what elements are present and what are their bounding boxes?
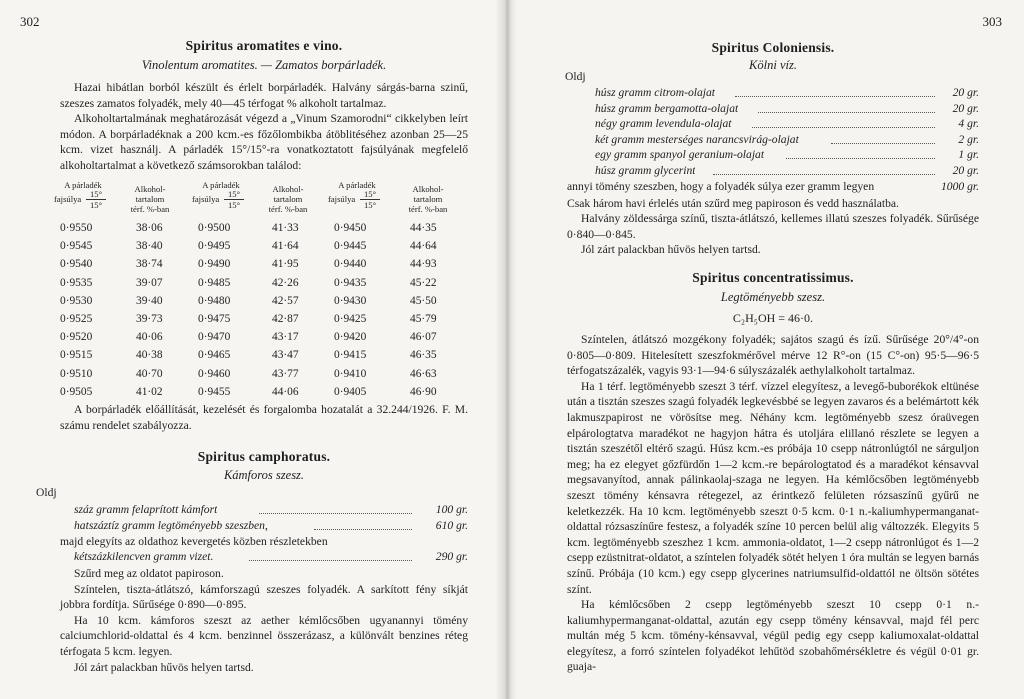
ingredient-name: kétszázkilencven gramm vizet. [74, 550, 214, 563]
table-cell: 0·9500 [198, 222, 231, 234]
header-fajsulya: fajsúlya [192, 194, 220, 204]
table-cell: 42·87 [272, 312, 299, 325]
table-cell: 0·9435 [334, 276, 367, 289]
table-cell: 0·9520 [60, 331, 93, 344]
leader-dots [758, 102, 935, 113]
paragraph: Csak három havi érlelés után szűrd meg papiroson és vedd használatba. [567, 196, 899, 210]
ingredient-amount: 100 gr. [435, 503, 468, 516]
ingredient-amount: 20 gr. [952, 163, 979, 177]
table-cell: 42·26 [272, 276, 299, 289]
ingredient-name: két gramm mesterséges narancsvirág-olajat [595, 132, 799, 146]
table-cell: 0·9410 [334, 367, 367, 380]
table-row [60, 295, 468, 313]
header-a: A párladék [64, 180, 102, 190]
concentratissimus-text [567, 332, 979, 675]
table-cell: 43·17 [272, 331, 299, 344]
table-cell: 41·64 [272, 240, 299, 253]
paragraph: Ha 10 kcm. kámforos szeszt az aether kémlőcsőben ugyanannyi tömény calciumchlorid-oldattal és 4 kcm. benzinnel összerázasz, a különvált benzines réteg térfogata 5 kcm. legyen. [60, 613, 468, 658]
table-cell: 0·9510 [60, 367, 93, 380]
table-header [54, 180, 468, 222]
leader-dots [752, 117, 935, 128]
ingredient-row [74, 519, 468, 535]
paragraph: Színtelen, tiszta-átlátszó, kámforszagú szeszes folyadék. A sarkított fény síkját jobbra fordítja. Sűrűsége 0·890—0·895. [60, 582, 468, 612]
table-cell: 0·9525 [60, 312, 93, 325]
section-title: Spiritus aromatites e vino. [185, 38, 343, 53]
table-cell: 42·57 [272, 294, 299, 307]
header-a: A párladék [202, 180, 240, 190]
mix-instruction: majd elegyíts az oldathoz kevergetés közben részletekben [60, 535, 328, 548]
table-cell: 0·9470 [198, 331, 231, 344]
ingredient-name: annyi tömény szeszben, hogy a folyadék súlya ezer gramm legyen [567, 180, 875, 193]
table-cell: 44·35 [410, 222, 437, 234]
paragraph: Ha 1 térf. legtöményebb szeszt 3 térf. vízzel elegyítesz, a levegő-buborékok eltünése után a tisztán szeszes szagú folyadék legkevésbbé se legyen zavaros és a belémártott kék lakmuszpapirost ne vörösítse meg. Néhány kcm. legtöményebb szesz óraüvegen elpárologtatva maradékot ne hagyjon hátra és utoljára elillanó részlete se legyen a tisztán szeszétől eltérő szagú. Húsz kcm.-es próbája 10 csepp nátronlúgtól ne sárguljon meg; ha ez elegyet gőzfürdőn 1—2 kcm.-re bepárologtatod és a maradékot kénsavval megsavanyítod, annak pálinkaolaj-szaga ne legyen. Ha kémlőcsőben legtöményebb szeszt tömény kénsavra rétegezel, az érintkező felületen rózsaszínű gyűrű ne keletkezzék. Ha 10 kcm. legtöményebb szeszt 0·5 kcm. 0·1 n.-kaliumhypermanganat-oldattal rózsaszínűre festesz, a folyadék színe 10 percen belül alig változzék. Elegyits 5 kcm. legtöményebb szeszhez 1 kcm. ammonia-oldatot, 1—2 csepp nátronlúgot és 1—2 csepp ezüstnitrat-oldatot, a színtelen folyadék sötét helyen 1 óra multán se legyen barnás színű. Próbája (10 kcm.) egy csepp glycerines natriumsulfid-oldattól ne öltsön sötétes színt. [567, 379, 979, 596]
table-row [60, 349, 468, 367]
table-cell: 46·63 [410, 367, 437, 380]
table-cell: 39·40 [136, 294, 163, 307]
cologne-ingredients [595, 86, 979, 180]
camphor-ingredients [74, 503, 468, 534]
ingredient-row [595, 86, 979, 102]
book-gutter [495, 0, 517, 699]
table-row [60, 258, 468, 276]
table-cell: 40·70 [136, 367, 163, 380]
header-b2: tartalom [135, 194, 165, 204]
table-cell: 0·9505 [60, 385, 93, 398]
table-cell: 0·9535 [60, 276, 93, 289]
leader-dots [713, 164, 935, 175]
table-cell: 0·9545 [60, 240, 93, 253]
table-cell: 0·9465 [198, 349, 231, 362]
paragraph: Jól zárt palackban hűvös helyen tartsd. [74, 660, 254, 674]
table-cell: 41·02 [136, 385, 163, 398]
section-title: Spiritus Coloniensis. [711, 40, 835, 55]
ingredient-name: hatszáztíz gramm legtöményebb szeszben, [74, 518, 268, 532]
header-frac-bottom: 15° [86, 199, 106, 210]
leader-dots [249, 550, 412, 561]
table-cell: 38·06 [136, 222, 163, 234]
ingredient-name: egy gramm spanyol geranium-olajat [595, 148, 765, 162]
ingredient-name: húsz gramm citrom-olajat [595, 86, 716, 99]
table-cell: 39·07 [136, 276, 163, 289]
header-b1: Alkohol- [272, 184, 304, 194]
paragraph: Halvány zöldessárga színű, tiszta-átlátszó, kellemes illatú szeszes folyadék. Sűrűsége 0·840—0·845. [567, 212, 979, 241]
table-cell: 43·47 [272, 349, 299, 362]
header-b3: térf. %-ban [408, 204, 448, 214]
ingredient-name: száz gramm felaprított kámfort [74, 503, 218, 516]
leader-dots [831, 133, 935, 144]
leader-dots [259, 503, 412, 514]
table-row [60, 277, 468, 295]
table-cell: 0·9455 [198, 385, 231, 398]
right-page [505, 0, 1024, 699]
table-row [60, 313, 468, 331]
table-cell: 43·77 [272, 367, 299, 380]
oldj-label: Oldj [36, 486, 57, 499]
ingredient-row [595, 117, 979, 133]
ingredient-amount: 4 gr. [958, 117, 979, 131]
table-cell: 38·74 [136, 258, 163, 271]
section-title: Spiritus concentratissimus. [692, 270, 854, 285]
paragraph: Jól zárt palackban hűvös helyen tartsd. [581, 243, 761, 257]
header-frac-top: 15° [89, 189, 103, 199]
section-subtitle: Vinolentum aromatites. — Zamatos borpárladék. [141, 58, 387, 72]
table-cell: 40·06 [136, 331, 163, 344]
oldj-label: Oldj [565, 70, 586, 83]
ingredient-amount: 610 gr. [435, 518, 468, 532]
left-page [0, 0, 505, 699]
leader-dots [735, 86, 935, 97]
ingredient-row [595, 133, 979, 149]
table-cell: 0·9415 [334, 349, 367, 362]
table-cell: 46·07 [410, 331, 437, 344]
table-cell: 0·9420 [334, 331, 367, 344]
header-frac-bottom: 15° [360, 199, 380, 210]
table-cell: 45·79 [410, 312, 437, 325]
cologne-text [567, 180, 979, 258]
ingredient-row [74, 503, 468, 519]
ingredient-amount: 290 gr. [435, 550, 468, 563]
table-cell: 0·9460 [198, 367, 231, 380]
table-cell: 45·22 [410, 276, 437, 289]
paragraph: Ha kémlőcsőben 2 csepp legtöményebb szeszt 10 csepp 0·1 n.-kaliumhypermanganat-oldattal, azután egy csepp tömény kénsavval, majd fél perc multán még 5 kcm. tömény-kénsavval, végül pedig egy csepp kaliumoxalat-oldattal elegyítesz, a forró színtelen folyadékot lehűtöd szobahőmérsékletre és végül 0·01 gr. guaja- [567, 598, 979, 674]
table-cell: 0·9495 [198, 240, 231, 253]
header-fajsulya: fajsúlya [54, 194, 82, 204]
ingredient-row [595, 164, 979, 180]
table-cell: 0·9490 [198, 258, 231, 271]
table-cell: 0·9475 [198, 312, 231, 325]
regulation-note: A borpárladék előállítását, kezelését és forgalomba hozatalát a 32.244/1926. F. M. számu rendelet szabályozza. [60, 403, 468, 432]
table-cell: 39·73 [136, 312, 163, 325]
table-cell: 0·9540 [60, 258, 93, 271]
camphor-text [60, 566, 468, 675]
table-cell: 0·9430 [334, 294, 367, 307]
header-frac-bottom: 15° [224, 199, 244, 210]
camphor-ingredient-water [74, 550, 468, 566]
ingredient-amount: 1 gr. [958, 148, 979, 162]
table-cell: 0·9485 [198, 276, 231, 289]
table-cell: 46·35 [410, 349, 437, 362]
header-frac-top: 15° [227, 189, 241, 199]
table-body [60, 222, 468, 404]
table-cell: 44·06 [272, 385, 299, 398]
table-row [60, 331, 468, 349]
header-b2: tartalom [413, 194, 443, 204]
ingredient-name: húsz gramm bergamotta-olajat [595, 101, 739, 115]
header-b3: térf. %-ban [130, 204, 170, 214]
table-cell: 44·93 [410, 258, 437, 271]
table-cell: 0·9445 [334, 240, 367, 253]
table-cell: 0·9550 [60, 222, 93, 234]
ingredient-row [74, 550, 468, 566]
table-row [60, 368, 468, 386]
ingredient-name: négy gramm levendula-olajat [595, 117, 732, 131]
ingredient-amount: 20 gr. [952, 101, 979, 115]
paragraph: Színtelen, átlátszó mozgékony folyadék; sajátos szagú és ízű. Sűrűsége 20°/4°-on 0·805—0·809. Hitelesített szeszfokmérővel mérve 12 R°-on (15 C°-on) 95·5—96·5 térfogatszázalék, vagyis 93·1—94·6 súlyszázalék aethylalkoholt tartalmaz. [567, 333, 979, 378]
table-cell: 40·38 [136, 349, 163, 362]
table-cell: 0·9515 [60, 349, 93, 362]
header-b3: térf. %-ban [268, 204, 308, 214]
header-fajsulya: fajsúlya [328, 194, 356, 204]
ingredient-amount: 2 gr. [958, 132, 979, 146]
table-cell: 0·9405 [334, 385, 367, 398]
table-cell: 45·50 [410, 294, 437, 307]
section-subtitle: Kölni víz. [749, 58, 797, 72]
table-cell: 38·40 [136, 240, 163, 253]
header-b1: Alkohol- [412, 184, 444, 194]
alcohol-table [54, 180, 468, 404]
table-row [60, 240, 468, 258]
leader-dots [314, 519, 412, 530]
ingredient-row [595, 102, 979, 118]
header-a: A párladék [338, 180, 376, 190]
header-b1: Alkohol- [134, 184, 166, 194]
page-number: 303 [982, 14, 1002, 29]
header-b2: tartalom [273, 194, 303, 204]
table-cell: 46·90 [410, 385, 437, 398]
chemical-formula: C₂H₅OH = 46·0. [732, 311, 814, 325]
paragraph: Alkoholtartalmának meghatározását végezd a „Vinum Szamorodni“ cikkelyben leírt módon. A borpárladéknak a 200 kcm.-es főzőlombikba átöblitéséhez azonban 25—25 kcm. vizet használj. A párladék 15°/15°-ra vonatkoztatott fajsúlyának megfelelő alkoholtartalmat a következő számsorokban találod: [60, 112, 468, 172]
leader-dots [786, 148, 935, 159]
table-cell: 0·9440 [334, 258, 367, 271]
table-cell: 41·33 [272, 222, 299, 234]
header-frac-top: 15° [363, 189, 377, 199]
ingredient-amount: 20 gr. [952, 86, 979, 99]
ingredient-amount: 1000 gr. [940, 180, 979, 193]
paragraph: Szűrd meg az oldatot papiroson. [74, 567, 224, 580]
paragraph: Hazai hibátlan borból készült és érlelt borpárladék. Halvány sárgás-barna szinű, szeszes zamatos folyadék, mely 40—45 térfogat % alkoholt tartalmaz. [60, 81, 468, 110]
table-row [60, 222, 468, 240]
section-title: Spiritus camphoratus. [197, 449, 331, 464]
section-subtitle: Legtöményebb szesz. [720, 290, 826, 304]
page-number: 302 [20, 14, 40, 29]
table-cell: 44·64 [410, 240, 437, 253]
table-cell: 0·9530 [60, 294, 93, 307]
table-cell: 0·9425 [334, 312, 367, 325]
ingredient-row [595, 148, 979, 164]
table-cell: 0·9450 [334, 222, 367, 234]
table-cell: 41·95 [272, 258, 299, 271]
ingredient-row [567, 180, 979, 196]
table-cell: 0·9480 [198, 294, 231, 307]
ingredient-name: húsz gramm glycerint [595, 163, 696, 177]
section-subtitle: Kámforos szesz. [223, 468, 305, 482]
